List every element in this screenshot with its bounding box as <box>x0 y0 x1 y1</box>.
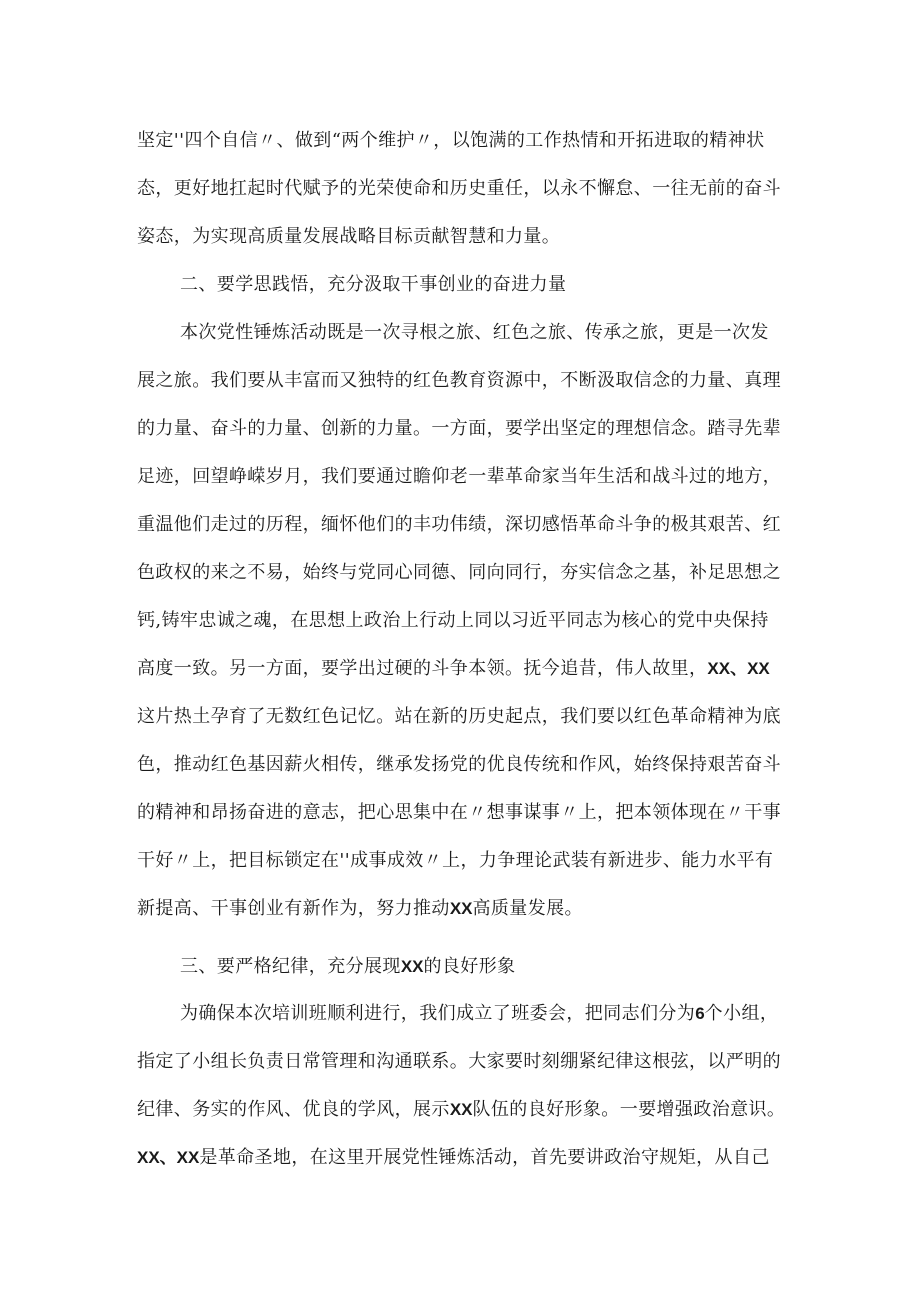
paragraph-line <box>137 465 781 489</box>
paragraph-line <box>137 225 560 249</box>
line-text: 个小组， <box>704 1003 779 1024</box>
paragraph-line <box>137 129 765 153</box>
line-text: 的力量、奋斗的力量、创新的力量。一方面，要学出坚定的理想信念。踏寻先辈 <box>137 418 781 439</box>
line-text: 高质量发展。 <box>472 898 583 919</box>
heading-text: 的良好形象 <box>423 956 516 977</box>
line-text: 色，推动红色基因薪火相传，继承发扬党的优良传统和作风，始终保持艰苦奋斗 <box>137 754 781 775</box>
line-text: 高度一致。另一方面，要学出过硬的斗争本领。抚今追昔，伟人故里， <box>137 658 708 679</box>
line-text: 重温他们走过的历程，缅怀他们的丰功伟绩，深切感悟革命斗争的极其艰苦、红 <box>137 514 781 535</box>
line-text: 的精神和昂扬奋进的意志，把心思集中在〃想事谋事〃上，把本领体现在〃干事 <box>137 802 781 823</box>
line-text: 钙,铸牢忠诚之魂，在思想上政治上行动上同以习近平同志为核心的党中央保持 <box>137 610 769 631</box>
section-heading-2 <box>180 273 566 297</box>
paragraph-line <box>137 753 781 777</box>
line-text: 色政权的来之不易，始终与党同心同德、同向同行，夯实信念之基，补足思想之 <box>137 562 781 583</box>
group-count: 6 <box>695 1004 705 1023</box>
placeholder-xx: XX <box>449 1100 473 1119</box>
line-text: 干好〃上，把目标锁定在''成事成效〃上，力争理论武装有新进步、能力水平有 <box>137 850 774 871</box>
line-text: 为确保本次培训班顺利进行，我们成立了班委会，把同志们分为 <box>180 1003 696 1024</box>
paragraph-line <box>137 849 773 873</box>
paragraph-line <box>137 1146 770 1170</box>
line-text: 展之旅。我们要从丰富而又独特的红色教育资源中，不断汲取信念的力量、真理 <box>137 370 781 391</box>
paragraph-line <box>137 417 781 441</box>
paragraph-line <box>137 177 781 201</box>
heading-text: 二、要学思践悟，充分汲取干事创业的奋进力量 <box>180 274 567 295</box>
line-text: 这片热土孕育了无数红色记忆。站在新的历史起点，我们要以红色革命精神为底 <box>137 706 781 727</box>
paragraph-line <box>137 1050 781 1074</box>
line-text: 纪律、务实的作风、优良的学风，展示 <box>137 1099 450 1120</box>
placeholder-xx: XX <box>449 899 473 918</box>
line-text: 坚定''四个自信〃、做到“两个维护〃，以饱满的工作热情和开拓进取的精神状 <box>137 130 765 151</box>
line-text: 是革命圣地，在这里开展党性锤炼活动，首先要讲政治守规矩，从自己 <box>199 1147 770 1168</box>
line-text: 态，更好地扛起时代赋予的光荣使命和历史重任，以永不懈怠、一往无前的奋斗 <box>137 178 781 199</box>
paragraph-line <box>137 609 769 633</box>
paragraph-line <box>137 513 781 537</box>
placeholder-xx: XX <box>400 957 424 976</box>
paragraph-line <box>137 1098 785 1122</box>
line-text: 本次党性锤炼活动既是一次寻根之旅、红色之旅、传承之旅，更是一次发 <box>180 322 769 343</box>
paragraph-line <box>180 321 769 345</box>
line-text: 指定了小组长负责日常管理和沟通联系。大家要时刻绷紧纪律这根弦，以严明的 <box>137 1051 781 1072</box>
line-text: 新提高、干事创业有新作为，努力推动 <box>137 898 450 919</box>
paragraph-line <box>137 801 781 825</box>
placeholder-xx: XX、XX <box>707 659 770 678</box>
paragraph-line <box>137 369 781 393</box>
paragraph-line <box>137 561 781 585</box>
placeholder-xx: XX、XX <box>137 1148 200 1167</box>
paragraph-line <box>137 705 781 729</box>
paragraph-line <box>180 1002 778 1026</box>
heading-text: 三、要严格纪律，充分展现 <box>180 956 401 977</box>
section-heading-3 <box>180 955 516 979</box>
line-text: 足迹，回望峥嵘岁月，我们要通过瞻仰老一辈革命家当年生活和战斗过的地方， <box>137 466 781 487</box>
paragraph-line <box>137 897 583 921</box>
line-text: 姿态，为实现高质量发展战略目标贡献智慧和力量。 <box>137 226 561 247</box>
line-text: 队伍的良好形象。一要增强政治意识。 <box>472 1099 786 1120</box>
paragraph-line <box>137 657 770 681</box>
